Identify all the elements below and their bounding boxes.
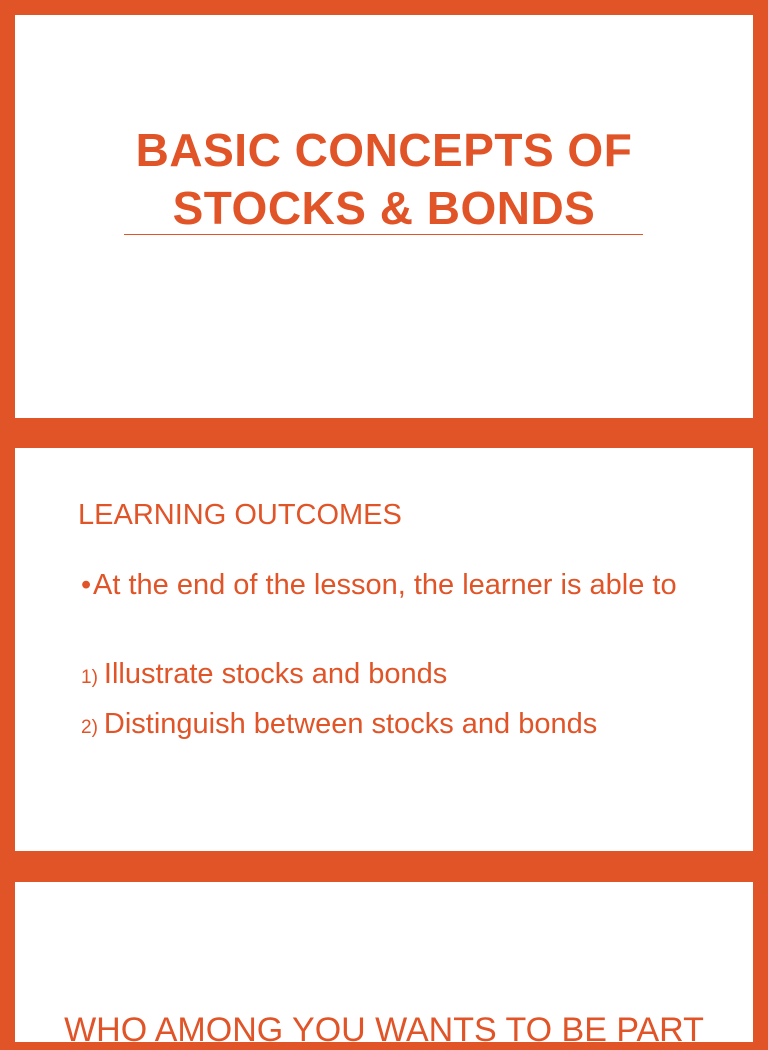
slide-question bbox=[15, 882, 753, 1049]
outcome-item bbox=[81, 656, 447, 696]
outcome-text: Illustrate stocks and bonds bbox=[103, 658, 448, 690]
bullet-icon: • bbox=[81, 569, 92, 601]
title-line-2: STOCKS & BONDS bbox=[172, 182, 596, 234]
outcome-number: 2) bbox=[81, 717, 98, 738]
learning-outcomes-heading: LEARNING OUTCOMES bbox=[78, 499, 402, 531]
title-line-1: BASIC CONCEPTS OF bbox=[135, 124, 633, 176]
slide-title-heading bbox=[15, 121, 753, 237]
outcome-number: 1) bbox=[81, 667, 98, 688]
question-heading: WHO AMONG YOU WANTS TO BE PART bbox=[64, 1011, 704, 1049]
outcome-item bbox=[81, 706, 597, 746]
title-underline bbox=[124, 234, 643, 235]
slide-learning-outcomes bbox=[15, 448, 753, 851]
intro-text: At the end of the lesson, the learner is able to bbox=[93, 569, 677, 601]
outcome-text: Distinguish between stocks and bonds bbox=[103, 708, 598, 740]
learning-outcomes-intro bbox=[81, 566, 701, 604]
slide-title bbox=[15, 15, 753, 418]
